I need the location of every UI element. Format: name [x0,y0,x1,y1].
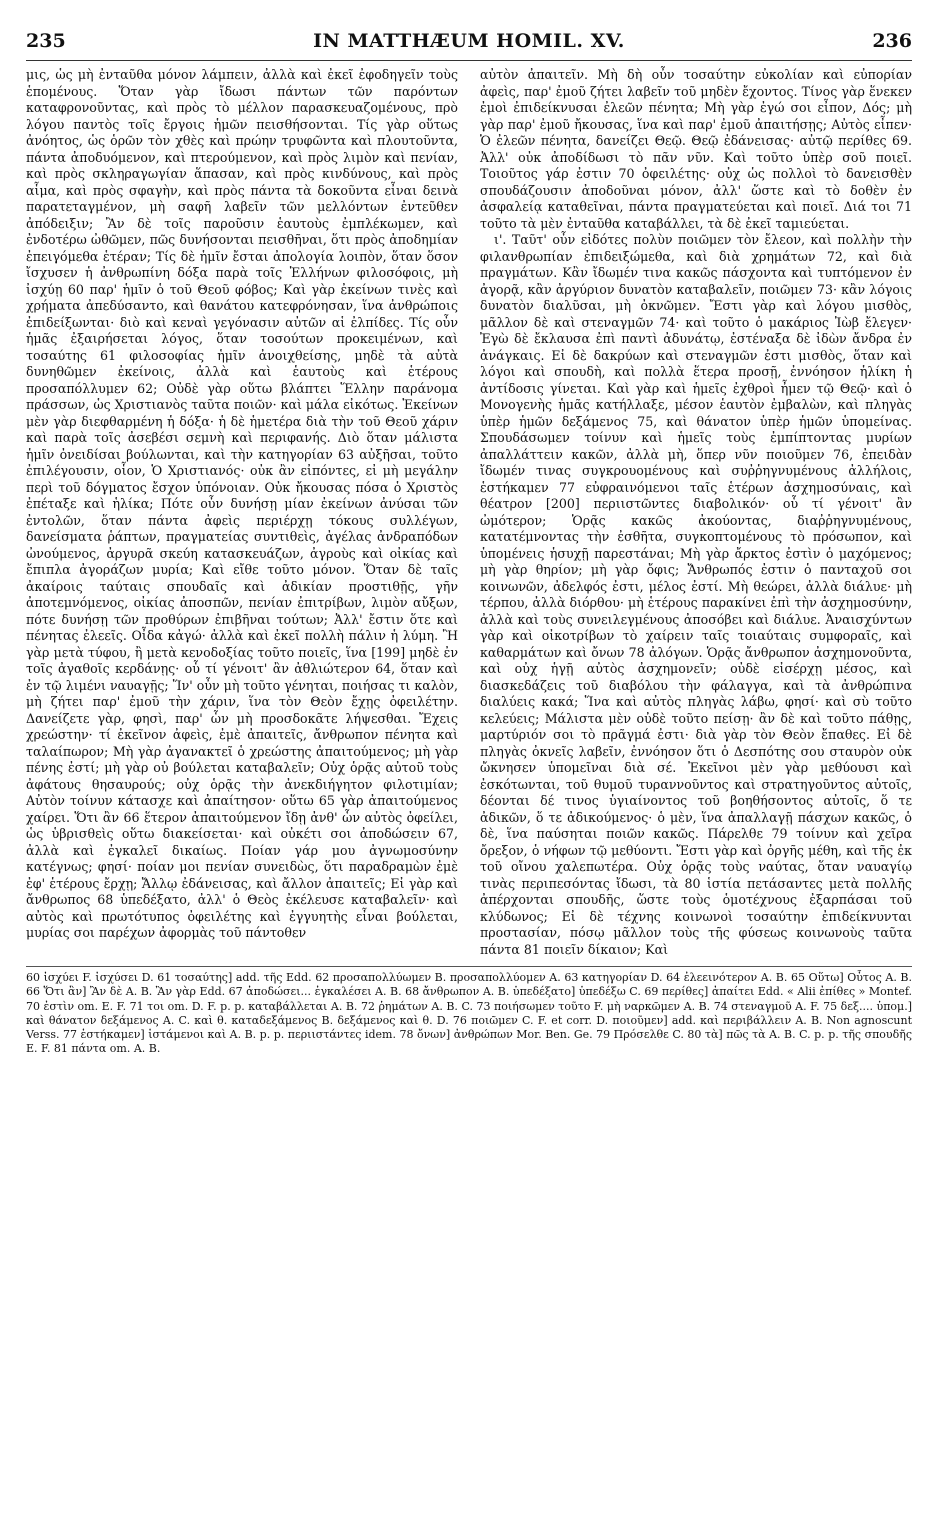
footnote-block: 60 ἰσχύει F. ἰσχύσει D. 61 τοσαύτης] add. τῆς Edd. 62 προσαπολλύωμεν B. προσαπολλύομεν A. 63 κατηγορίαν D. 64 ἐλεεινότερον A. B. 65 Οὕτω] Οὗτος A. B. 66 Ὅτι ἂν] Ἂν δὲ A. B. Ἂν γὰρ Edd. 67 ἀποδώσει... ἐγκαλέσει A. B. 68 ἄνθρωπον A. B. ὑπεδέξατο] ὑπεδέξω C. 69 περίθες] ἀπαίτει Edd. « Alii ἐπίθες » Montef. 70 ἐστὶν om. E. F. 71 τοι om. D. F. p. p. καταβάλλεται A. B. 72 ῥημάτων A. B. C. 73 ποιήσωμεν τοῦτο F. μὴ ναρκῶμεν A. B. 74 στεναγμοῦ A. F. 75 δεξ.... ὑπομ.] καὶ θάνατον δεξάμενος A. C. καὶ θ. καταδεξάμενος B. δεξάμενος καὶ θ. D. 76 ποιῶμεν C. F. et corr. D. ποιοῦμεν] add. καὶ περιβάλλειν A. B. Non agnoscunt Verss. 77 ἑστήκαμεν] ἱστάμενοι καὶ A. B. p. p. περιιστάντες idem. 78 ὄνων] ἀνθρώπων Mor. Ben. Ge. 79 Πρόσελθε C. 80 τὰ] πῶς τὰ A. B. C. p. p. τῆς σπουδῆς E. F. 81 πάντα om. A. B. [26,971,912,1056]
header-rule [26,60,912,61]
page-number-right: 236 [872,30,912,52]
running-header [26,30,912,60]
right-paragraph: αὐτὸν ἀπαιτεῖν. Μὴ δὴ οὖν τοσαύτην εὐκολίαν καὶ εὐπορίαν ἀφεὶς, παρ' ἐμοῦ ζήτει λαβεῖν τοῦ μηδὲν ἔχοντος. Τίνος γὰρ ἕνεκεν ἐμοὶ ἐπιδείκνυσαι ἐλεῶν πένητα; Μὴ γὰρ ἐγώ σοι εἶπον, Δός; μὴ γὰρ παρ' ἐμοῦ ἤκουσας, ἵνα καὶ παρ' ἐμοῦ ἀπαιτήσῃς; Αὐτὸς εἶπεν· Ὁ ἐλεῶν πένητα, δανείζει Θεῷ. Θεῷ ἐδάνεισας· αὐτῷ περίθες 69. Ἀλλ' οὐκ ἀποδίδωσι τὸ πᾶν νῦν. Καὶ τοῦτο ὑπὲρ σοῦ ποιεῖ. Τοιοῦτος γάρ ἐστιν 70 ὀφειλέτης· οὐχ ὡς πολλοὶ τὸ δανεισθὲν σπουδάζουσιν ἀποδοῦναι μόνον, ἀλλ' ὥστε καὶ τὸ δοθὲν ἐν ἀσφαλείᾳ καταθεῖναι, πάντα πραγματεύεται καὶ ποιεῖ. Διά τοι 71 τοῦτο τὰ μὲν ἐνταῦθα καταβάλλει, τὰ δὲ ἐκεῖ ταμιεύεται. [480,67,912,231]
running-title: IN MATTHÆUM HOMIL. XV. [313,30,625,52]
page-number-left: 235 [26,30,66,52]
right-column [480,67,912,958]
footnotes [26,966,912,1057]
right-paragraph-section-10: ι'. Ταῦτ' οὖν εἰδότες πολὺν ποιῶμεν τὸν ἔλεον, καὶ πολλὴν τὴν φιλανθρωπίαν ἐπιδειξώμεθα, καὶ διὰ χρημάτων 72, καὶ διὰ πραγμάτων. Κἂν ἴδωμέν τινα κακῶς πάσχοντα καὶ τυπτόμενον ἐν ἀγορᾷ, κἂν ἀργύριον δυνατὸν καταβαλεῖν, ποιῶμεν 73· κἂν λόγοις δυνατὸν διαλῦσαι, μὴ ὀκνῶμεν. Ἔστι γὰρ καὶ λόγου μισθὸς, μᾶλλον δὲ καὶ στεναγμῶν 74· καὶ τοῦτο ὁ μακάριος Ἰὼβ ἔλεγεν· Ἐγὼ δὲ ἔκλαυσα ἐπὶ παντὶ ἀδυνάτῳ, ἐστέναξα δὲ ἰδὼν ἄνδρα ἐν ἀνάγκαις. Εἰ δὲ δακρύων καὶ στεναγμῶν ἐστι μισθὸς, ὅταν καὶ λόγοι καὶ σπουδὴ, καὶ πολλὰ ἕτερα προσῇ, ἐννόησον ἡλίκη ἡ ἀντίδοσις γίνεται. Καὶ γὰρ καὶ ἡμεῖς ἐχθροὶ ἦμεν τῷ Θεῷ· καὶ ὁ Μονογενὴς ἡμᾶς κατήλλαξε, μέσον ἑαυτὸν ἐμβαλὼν, καὶ πληγὰς ὑπὲρ ἡμῶν δεξάμενος 75, καὶ θάνατον ὑπὲρ ἡμῶν ὑπομείνας. Σπουδάσωμεν τοίνυν καὶ ἡμεῖς τοὺς ἐμπίπτοντας μυρίων ἀπαλλάττειν κακῶν, ἀλλὰ μὴ, ὅπερ νῦν ποιοῦμεν 76, ἐπειδὰν ἴδωμέν τινας συγκρουομένους καὶ συῤῥηγνυμένους ἀλλήλοις, ἑστήκαμεν 77 εὐφραινόμενοι ταῖς ἑτέρων ἀσχημοσύναις, καὶ θέατρον [200] περιιστῶντες διαβολικόν· οὗ τί γένοιτ' ἂν ὠμότερον; Ὁρᾷς κακῶς ἀκούοντας, διαῤῥηγνυμένους, κατατέμνοντας τὴν ἐσθῆτα, συγκοπτομένους τὸ πρόσωπον, καὶ ὑπομένεις ἡσυχῇ παρεστάναι; Μὴ γὰρ ἄρκτος ἐστὶν ὁ μαχόμενος; μὴ γὰρ θηρίον; μὴ γὰρ ὄφις; Ἄνθρωπός ἐστιν ὁ πανταχοῦ σοι κοινωνῶν, ἀδελφός ἐστι, μέλος ἐστί. Μὴ θεώρει, ἀλλὰ διάλυε· μὴ τέρπου, ἀλλὰ διόρθου· μὴ ἑτέρους παρακίνει ἐπὶ τὴν ἀσχημοσύνην, ἀλλὰ καὶ τοὺς συνειλεγμένους ἀποσόβει καὶ διάλυε. Ἀναισχύντων γὰρ καὶ οἰκοτρίβων τὸ χαίρειν ταῖς τοιαύταις συμφοραῖς, καὶ καθαρμάτων καὶ ὄνων 78 ἀλόγων. Ὁρᾷς ἄνθρωπον ἀσχημονοῦντα, καὶ οὐχ ἡγῇ αὐτὸς ἀσχημονεῖν; οὐδὲ εἰσέρχῃ μέσος, καὶ διασκεδάζεις τοῦ διαβόλου τὴν φάλαγγα, καὶ τὰ ἀνθρώπινα διαλύεις κακά; Ἵνα καὶ αὐτὸς πληγὰς λάβω, φησί· καὶ σὺ τοῦτο κελεύεις; Μάλιστα μὲν οὐδὲ τοῦτο πείσῃ· ἂν δὲ καὶ τοῦτο πάθῃς, μαρτύριόν σοι τὸ πρᾶγμά ἐστι· διὰ γὰρ τὸν Θεὸν ἔπαθες. Εἰ δὲ πληγὰς ὀκνεῖς λαβεῖν, ἐννόησον ὅτι ὁ Δεσπότης σου σταυρὸν οὐκ ὤκνησεν ὑπομεῖναι διὰ σέ. Ἐκεῖνοι μὲν γὰρ μεθύουσι καὶ ἐσκότωνται, τοῦ θυμοῦ τυραννοῦντος καὶ στρατηγοῦντος αὐτοῖς, δέονται δέ τινος ὑγιαίνοντος τοῦ βοηθήσοντος αὐτοῖς, ὅ τε ἀδικῶν, ὅ τε ἀδικούμενος· ὁ μὲν, ἵνα ἀπαλλαγῇ πάσχων κακῶς, ὁ δὲ, ἵνα παύσηται ποιῶν κακῶς. Πάρελθε 79 τοίνυν καὶ χεῖρα ὄρεξον, ὁ νήφων τῷ μεθύοντι. Ἔστι γὰρ καὶ ὀργῆς μέθη, καὶ τῆς ἐκ τοῦ οἴνου χαλεπωτέρα. Οὐχ ὁρᾷς τοὺς ναύτας, ὅταν ναυαγίῳ τινὰς περιπεσόντας ἴδωσι, τὰ 80 ἱστία πετάσαντες μετὰ πολλῆς ἀπέρχονται σπουδῆς, ὥστε τοὺς ὁμοτέχνους ἐξαρπάσαι τοῦ κλύδωνος; Εἰ δὲ τέχνης κοινωνοὶ τοσαύτην ἐπιδείκνυνται προστασίαν, πόσῳ μᾶλλον τοὺς τῆς φύσεως κοινωνοὺς ταῦτα πάντα 81 ποιεῖν δίκαιον; Καὶ [480,232,912,957]
left-paragraph: μις, ὡς μὴ ἐνταῦθα μόνον λάμπειν, ἀλλὰ καὶ ἐκεῖ ἐφοδηγεῖν τοὺς ἑπομένους. Ὅταν γὰρ ἴδωσι πάντων τῶν παρόντων καταφρονοῦντας, καὶ πρὸς τὸ μέλλον παρασκευαζομένους, πρὸ λόγου παντὸς τοῖς ἔργοις ἡμῶν πεισθήσονται. Τίς γὰρ οὕτως ἀνόητος, ὡς ὁρῶν τὸν χθὲς καὶ πρώην τρυφῶντα καὶ πλουτοῦντα, πάντα ἀποδυόμενον, καὶ πτερούμενον, καὶ πρὸς λιμὸν καὶ πενίαν, καὶ πρὸς σκληραγωγίαν ἅπασαν, καὶ πρὸς κινδύνους, καὶ πρὸς αἷμα, καὶ πρὸς σφαγὴν, καὶ πρὸς πάντα τὰ δοκοῦντα εἶναι δεινὰ παρατεταγμένον, μὴ σαφῆ λαβεῖν τῶν μελλόντων ἐντεῦθεν ἀπόδειξιν; Ἂν δὲ τοῖς παροῦσιν ἑαυτοὺς ἐμπλέκωμεν, καὶ ἐνδοτέρω ὠθῶμεν, πῶς δυνήσονται πεισθῆναι, ὅτι πρὸς ἀποδημίαν ἐπειγόμεθα ἑτέραν; Τίς δὲ ἡμῖν ἔσται ἀπολογία λοιπὸν, ὅταν ὅσον ἴσχυσεν ἡ ἀνθρωπίνη δόξα παρὰ τοῖς Ἑλλήνων φιλοσόφοις, μὴ ἰσχύῃ 60 παρ' ἡμῖν ὁ τοῦ Θεοῦ φόβος; Καὶ γὰρ ἐκείνων τινὲς καὶ χρήματα ἀπεδύσαντο, καὶ θανάτου κατεφρόνησαν, ἵνα ἀνθρώποις ἐπιδείξωνται· διὸ καὶ κεναὶ γεγόνασιν αὐτῶν αἱ ἐλπίδες. Τίς οὖν ἡμᾶς ἐξαιρήσεται λόγος, ὅταν τοσούτων προκειμένων, καὶ τοσαύτης 61 φιλοσοφίας ἡμῖν ἀνοιχθείσης, μηδὲ τὰ αὐτὰ δυνηθῶμεν ἐκείνοις, ἀλλὰ καὶ ἑαυτοὺς καὶ ἑτέρους προσαπόλλυμεν 62; Οὐδὲ γὰρ οὕτω βλάπτει Ἕλλην παράνομα πράσσων, ὡς Χριστιανὸς ταῦτα ποιῶν· καὶ μάλα εἰκότως. Ἐκείνων μὲν γὰρ διεφθαρμένη ἡ δόξα· ἡ δὲ ἡμετέρα διὰ τὴν τοῦ Θεοῦ χάριν καὶ παρὰ τοῖς ἀσεβέσι σεμνὴ καὶ περιφανής. Διὸ ὅταν μάλιστα ἡμῖν ὀνειδίσαι βούλωνται, καὶ τὴν κατηγορίαν 63 αὐξῆσαι, τοῦτο ἐπιλέγουσιν, οἷον, Ὁ Χριστιανός· οὐκ ἂν εἰπόντες, εἰ μὴ μεγάλην περὶ τοῦ δόγματος ἔσχον ὑπόνοιαν. Οὐκ ἤκουσας πόσα ὁ Χριστὸς ἐπέταξε καὶ ἡλίκα; Πότε οὖν δυνήσῃ μίαν ἐκείνων ἀνύσαι τῶν ἐντολῶν, ὅταν πάντα ἀφεὶς περιέρχῃ τόκους συλλέγων, δανείσματα ῥάπτων, πραγματείας συντιθεὶς, ἀγέλας ἀνδραπόδων ὠνούμενος, ἀργυρᾶ σκεύη κατασκευάζων, ἀγροὺς καὶ οἰκίας καὶ ἔπιπλα ἀγοράζων μυρία; Καὶ εἴθε τοῦτο μόνον. Ὅταν δὲ ταῖς ἀκαίροις ταύταις σπουδαῖς καὶ ἀδικίαν προστιθῇς, γῆν ἀποτεμνόμενος, οἰκίας ἀποσπῶν, πενίαν ἐπιτρίβων, λιμὸν αὔξων, πότε δυνήσῃ τῶν προθύρων ἐπιβῆναι τούτων; Ἀλλ' ἔστιν ὅτε καὶ πένητας ἐλεεῖς. Οἶδα κἀγώ· ἀλλὰ καὶ ἐκεῖ πολλὴ πάλιν ἡ λύμη. Ἢ γὰρ μετὰ τύφου, ἢ μετὰ κενοδοξίας τοῦτο ποιεῖς, ἵνα [199] μηδὲ ἐν τοῖς ἀγαθοῖς κερδάνῃς· οὗ τί γένοιτ' ἂν ἀθλιώτερον 64, ὅταν καὶ ἐν τῷ λιμένι ναυαγῇς; Ἵν' οὖν μὴ τοῦτο γένηται, ποιήσας τι καλὸν, μὴ ζήτει παρ' ἐμοῦ τὴν χάριν, ἵνα τὸν Θεὸν ἔχῃς ὀφειλέτην. Δανείζετε γὰρ, φησὶ, παρ' ὧν μὴ προσδοκᾶτε λήψεσθαι. Ἔχεις χρεώστην· τί ἐκεῖνον ἀφεὶς, ἐμὲ ἀπαιτεῖς, ἄνθρωπον πένητα καὶ ταλαίπωρον; Μὴ γὰρ ἀγανακτεῖ ὁ χρεώστης ἀπαιτούμενος; μὴ γὰρ πένης ἐστί; μὴ γὰρ οὐ βούλεται καταβαλεῖν; Οὐχ ὁρᾷς αὐτοῦ τοὺς ἀφάτους θησαυρούς; οὐχ ὁρᾷς τὴν ἀνεκδιήγητον φιλοτιμίαν; Αὐτὸν τοίνυν κάτασχε καὶ ἀπαίτησον· οὕτω 65 γὰρ ἀπαιτούμενος χαίρει. Ὅτι ἂν 66 ἕτερον ἀπαιτούμενον ἴδῃ ἀνθ' ὧν αὐτὸς ὀφείλει, ὡς ὑβρισθεὶς οὕτω διακείσεται· καὶ οὐκέτι σοι ἀποδώσειν 67, ἀλλὰ καὶ ἐγκαλεῖ δικαίως. Ποίαν γάρ μου ἀγνωμοσύνην κατέγνως; φησί· ποίαν μοι πενίαν συνειδὼς, ὅτι παραδραμὼν ἐμὲ ἐφ' ἑτέρους ἔρχῃ; Ἄλλῳ ἐδάνεισας, καὶ ἄλλον ἀπαιτεῖς; Εἰ γὰρ καὶ ἄνθρωπος 68 ὑπεδέξατο, ἀλλ' ὁ Θεὸς ἐκέλευσε καταβαλεῖν· καὶ αὐτὸς καὶ πρωτότυπος ὀφειλέτης καὶ ἐγγυητὴς εἶναι βούλεται, μυρίας σοι παρέχων ἀφορμὰς τοῦ πάντοθεν [26,67,458,940]
left-column [26,67,458,958]
text-columns [26,67,912,958]
